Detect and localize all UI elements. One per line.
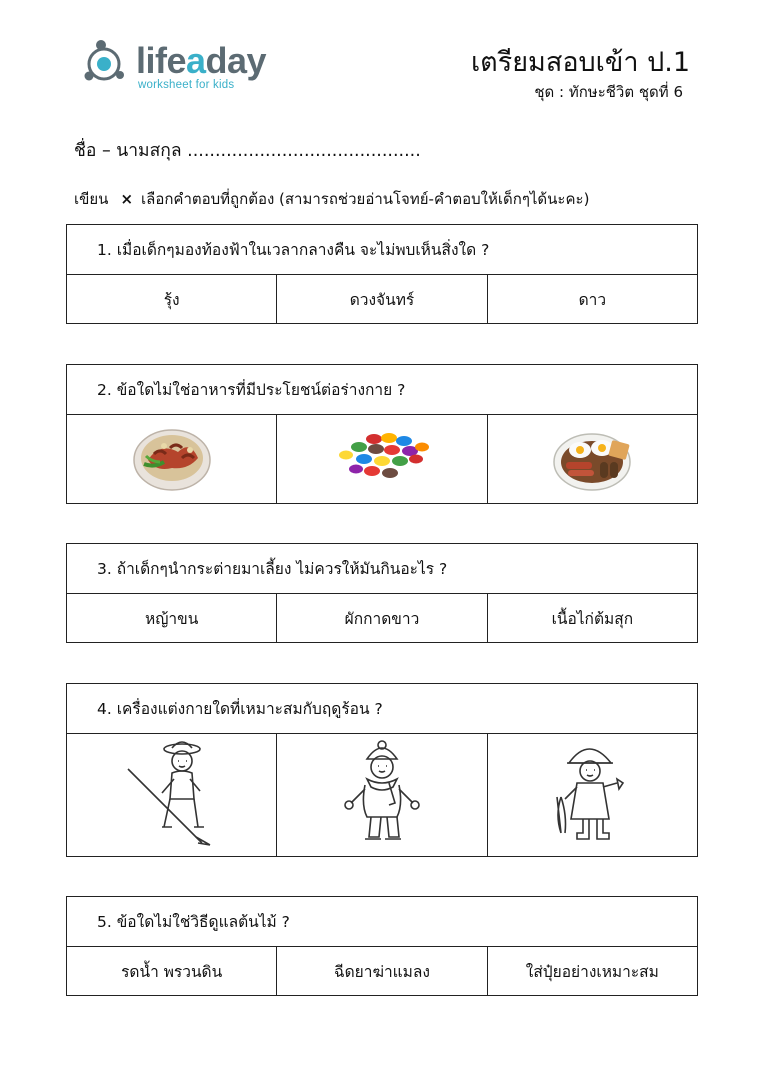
summer-boy-raking-image [124,739,220,851]
answer-row [67,594,697,642]
answer-row [67,275,697,323]
question-text: 1. เมื่อเด็กๆมองท้องฟ้าในเวลากลางคืน จะไม่พบเห็นสิ่งใด ? [67,225,697,275]
logo-wordmark: lifeaday [136,40,267,81]
question-text: 5. ข้อใดไม่ใช่วิธีดูแลต้นไม้ ? [67,897,697,947]
answer-option[interactable]: รุ้ง [67,275,277,323]
answer-option[interactable]: ใส่ปุ๋ยอย่างเหมาะสม [525,962,659,981]
lifeaday-logo [82,38,282,98]
question-box-4 [66,683,698,857]
student-name-line: ชื่อ – นามสกุล .......................................... [74,141,421,161]
question-text: 3. ถ้าเด็กๆนำกระต่ายมาเลี้ยง ไม่ควรให้มันกินอะไร ? [67,544,697,594]
answer-option[interactable]: ฉีดยาฆ่าแมลง [277,947,487,995]
noodle-bowl-image [130,424,214,494]
molecule-logo-icon [82,38,132,88]
answer-option[interactable] [67,734,277,856]
answer-row [67,734,697,856]
answer-option[interactable]: ดวงจันทร์ [277,275,487,323]
winter-boy-scarf-image [337,739,427,851]
question-box-3 [66,543,698,643]
instruction-line [74,188,589,210]
colorful-candies-image [334,429,430,489]
question-text: 2. ข้อใดไม่ใช่อาหารที่มีประโยชน์ต่อร่างกาย ? [67,365,697,415]
rain-girl-umbrella-image [547,739,637,851]
answer-option[interactable] [277,734,487,856]
answer-option[interactable]: ดาว [578,290,607,309]
worksheet-subtitle: ชุด : ทักษะชีวิต ชุดที่ 6 [534,83,683,101]
answer-option[interactable]: หญ้าขน [67,594,277,642]
answer-row [67,415,697,503]
answer-option[interactable] [488,734,697,856]
answer-option[interactable] [277,415,487,503]
answer-option[interactable]: รดน้ำ พรวนดิน [67,947,277,995]
instruction-text: เลือกคำตอบที่ถูกต้อง (สามารถช่วยอ่านโจทย์-คำตอบให้เด็กๆได้นะคะ) [141,190,590,208]
answer-option[interactable] [488,415,697,503]
cross-mark-icon: × [120,190,134,208]
worksheet-title: เตรียมสอบเข้า ป.1 [470,47,690,78]
answer-option[interactable]: ผักกาดขาว [277,594,487,642]
question-box-1 [66,224,698,324]
question-box-2 [66,364,698,504]
question-text: 4. เครื่องแต่งกายใดที่เหมาะสมกับฤดูร้อน ? [67,684,697,734]
answer-option[interactable] [67,415,277,503]
logo-tagline: worksheet for kids [138,79,235,91]
answer-option[interactable]: เนื้อไก่ต้มสุก [551,609,634,628]
question-box-5 [66,896,698,996]
instruction-prefix: เขียน [74,190,109,208]
breakfast-plate-image [550,424,634,494]
answer-row [67,947,697,995]
